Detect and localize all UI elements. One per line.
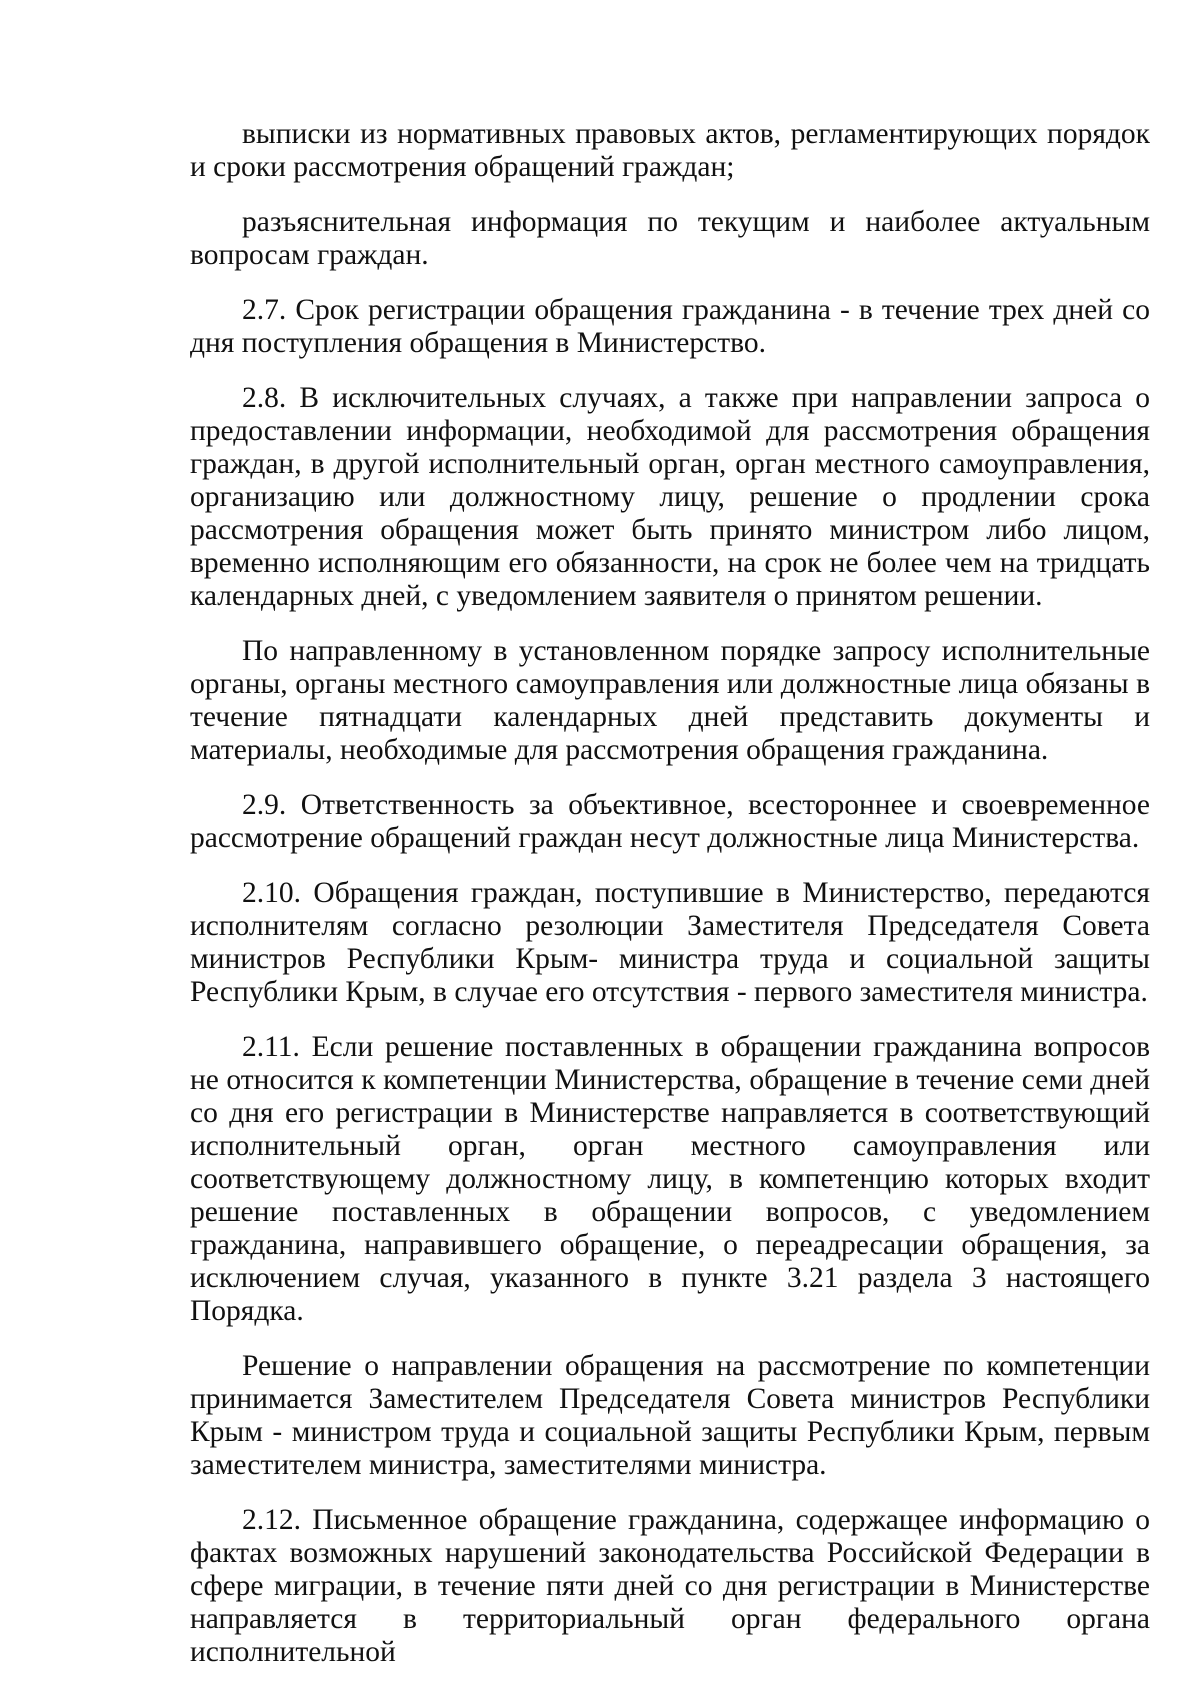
paragraph-legal-extracts: выписки из нормативных правовых актов, регламентирующих порядок и сроки рассмотрения обращений граждан;	[190, 118, 1150, 183]
paragraph-2-7: 2.7. Срок регистрации обращения гражданина - в течение трех дней со дня поступления обращения в Министерство.	[190, 294, 1150, 359]
paragraph-explanatory-info: разъяснительная информация по текущим и наиболее актуальным вопросам граждан.	[190, 206, 1150, 271]
paragraph-2-8: 2.8. В исключительных случаях, а также при направлении запроса о предоставлении информации, необходимой для рассмотрения обращения граждан, в другой исполнительный орган, орган местного самоуправления, организацию или должностному лицу, решение о продлении срока рассмотрения обращения может быть принято министром либо лицом, временно исполняющим его обязанности, на срок не более чем на тридцать календарных дней, с уведомлением заявителя о принятом решении.	[190, 382, 1150, 612]
paragraph-2-11-decision: Решение о направлении обращения на рассмотрение по компетенции принимается Заместителем Председателя Совета министров Республики Крым - министром труда и социальной защиты Республики Крым, первым заместителем министра, заместителями министра.	[190, 1350, 1150, 1481]
paragraph-2-10: 2.10. Обращения граждан, поступившие в Министерство, передаются исполнителям согласно резолюции Заместителя Председателя Совета министров Республики Крым- министра труда и социальной защиты Республики Крым, в случае его отсутствия - первого заместителя министра.	[190, 877, 1150, 1008]
paragraph-2-9: 2.9. Ответственность за объективное, всестороннее и своевременное рассмотрение обращений граждан несут должностные лица Министерства.	[190, 789, 1150, 854]
paragraph-2-12: 2.12. Письменное обращение гражданина, содержащее информацию о фактах возможных нарушений законодательства Российской Федерации в сфере миграции, в течение пяти дней со дня регистрации в Министерстве направляется в территориальный орган федерального органа исполнительной	[190, 1504, 1150, 1668]
paragraph-2-11: 2.11. Если решение поставленных в обращении гражданина вопросов не относится к компетенции Министерства, обращение в течение семи дней со дня его регистрации в Министерстве направляется в соответствующий исполнительный орган, орган местного самоуправления или соответствующему должностному лицу, в компетенцию которых входит решение поставленных в обращении вопросов, с уведомлением гражданина, направившего обращение, о переадресации обращения, за исключением случая, указанного в пункте 3.21 раздела 3 настоящего Порядка.	[190, 1031, 1150, 1327]
document-body	[190, 118, 1150, 1691]
paragraph-2-8-request: По направленному в установленном порядке запросу исполнительные органы, органы местного самоуправления или должностные лица обязаны в течение пятнадцати календарных дней представить документы и материалы, необходимые для рассмотрения обращения гражданина.	[190, 635, 1150, 766]
